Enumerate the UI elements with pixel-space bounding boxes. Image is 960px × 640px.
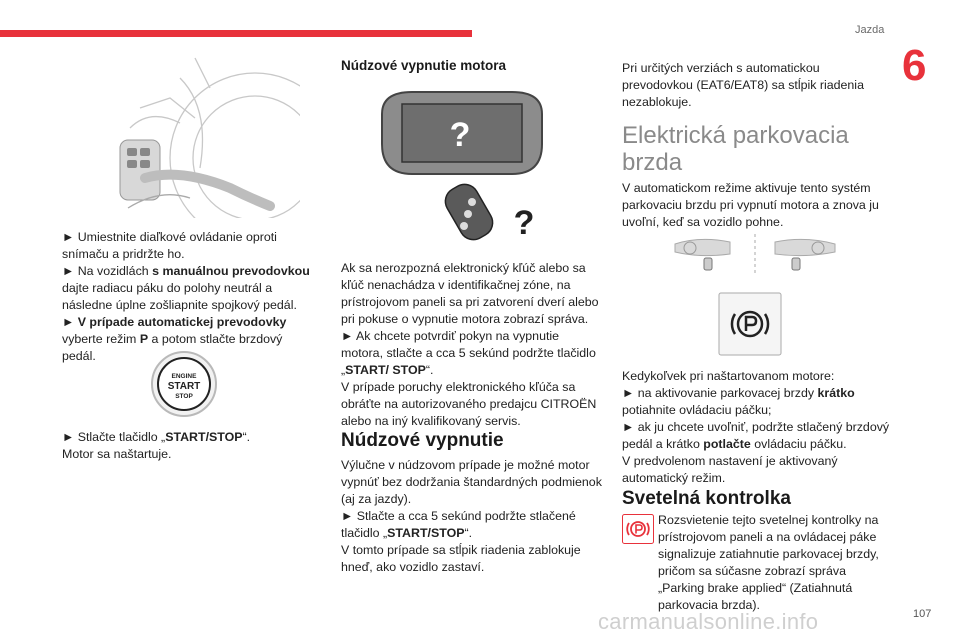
list-item: ► Stlačte a cca 5 sekúnd podržte stlačené tlačidlo „START/STOP“.: [341, 509, 576, 540]
page-number: 107: [913, 608, 932, 620]
list-item: ► na aktivovanie parkovacej brzdy krátko potiahnite ovládaciu páčku;: [622, 386, 855, 417]
list-item: ► Na vozidlách s manuálnou prevodovkou dajte radiacu páku do polohy neutrál a následne úplne zošliapnite spojkový pedál.: [62, 264, 310, 312]
svg-text:?: ?: [513, 204, 535, 242]
svg-text:START: START: [167, 381, 201, 392]
col3-description: [622, 180, 892, 231]
heading-warning-light: Svetelná kontrolka: [622, 488, 791, 509]
svg-text:?: ?: [449, 116, 471, 154]
paragraph: V predvolenom nastavení je aktivovaný automatický režim.: [622, 454, 838, 485]
list-item: ► Umiestnite diaľkové ovládanie oproti snímaču a pridržte ho.: [62, 230, 277, 261]
svg-text:ENGINE: ENGINE: [171, 373, 197, 380]
paragraph: V prípade poruchy elektronického kľúča sa obráťte na autorizovaného predajcu CITROËN alebo na iný kvalifikovaný servis.: [341, 380, 597, 428]
heading-emergency-engine-stop: Núdzové vypnutie motora: [341, 58, 507, 73]
col3-intro: [622, 60, 892, 111]
col2-text-block1: [341, 260, 603, 430]
list-item: ► ak ju chcete uvoľniť, podržte stlačený brzdový pedál a krátko potlačte ovládaciu páčku.: [622, 420, 890, 451]
watermark: carmanualsonline.info: [598, 609, 819, 634]
col2-text-block2: [341, 457, 603, 576]
paragraph: Pri určitých verziách s automatickou prevodovkou (EAT6/EAT8) sa stĺpik riadenia nezablokuje.: [622, 61, 864, 109]
list-item: ► Stlačte tlačidlo „START/STOP“.: [62, 430, 251, 444]
list-item: ► V prípade automatickej prevodovky vyberte režim P a potom stlačte brzdový pedál.: [62, 315, 287, 363]
list-item: ► Ak chcete potvrdiť pokyn na vypnutie motora, stlačte a cca 5 sekúnd podržte tlačidlo „START/ STOP“.: [341, 329, 596, 377]
heading-emergency-stop: Núdzové vypnutie: [341, 430, 504, 451]
header-accent-bar: [0, 30, 472, 37]
section-title: Jazda: [855, 24, 885, 36]
parking-brake-switch-illustration: [670, 232, 840, 276]
paragraph: Výlučne v núdzovom prípade je možné motor vypnúť bez dodržania štandardných podmienok (aj za jazdy).: [341, 458, 602, 506]
svg-text:STOP: STOP: [175, 393, 193, 400]
paragraph: Kedykoľvek pri naštartovanom motore:: [622, 369, 835, 383]
paragraph: Rozsvietenie tejto svetelnej kontrolky na prístrojovom paneli a na ovládacej páke signalizuje zatiahnutie parkovacej brzdy, pričom sa súčasne zobrazí správa „Parking brake applied“ (Zatiahnutá parkovacia brzda).: [658, 513, 879, 612]
car-top-view-icon: [372, 84, 552, 244]
paragraph: Ak sa nerozpozná elektronický kľúč alebo sa kľúč nenachádza v identifikačnej zóne, na prístrojovom paneli sa pri zatvorení dverí alebo pri pokuse o vypnutie motora zobrazí správa.: [341, 261, 599, 326]
col3-warning-text: [622, 512, 892, 614]
heading-electric-parking-brake: Elektrická parkovacia brzda: [622, 122, 849, 176]
chapter-number: 6: [902, 41, 927, 90]
col1-start-instructions: [62, 429, 312, 463]
parking-brake-button-icon: [718, 292, 782, 356]
steering-key-illustration: [100, 48, 300, 218]
col3-operation: [622, 368, 892, 487]
col1-instructions: [62, 229, 312, 365]
paragraph: V tomto prípade sa stĺpik riadenia zablokuje hneď, ako vozidlo zastaví.: [341, 543, 581, 574]
paragraph: V automatickom režime aktivuje tento systém parkovaciu brzdu pri vypnutí motora a znova ju uvoľní, keď sa vozidlo pohne.: [622, 181, 879, 229]
result-text: Motor sa naštartuje.: [62, 447, 172, 461]
engine-start-stop-button-icon: [150, 350, 218, 418]
